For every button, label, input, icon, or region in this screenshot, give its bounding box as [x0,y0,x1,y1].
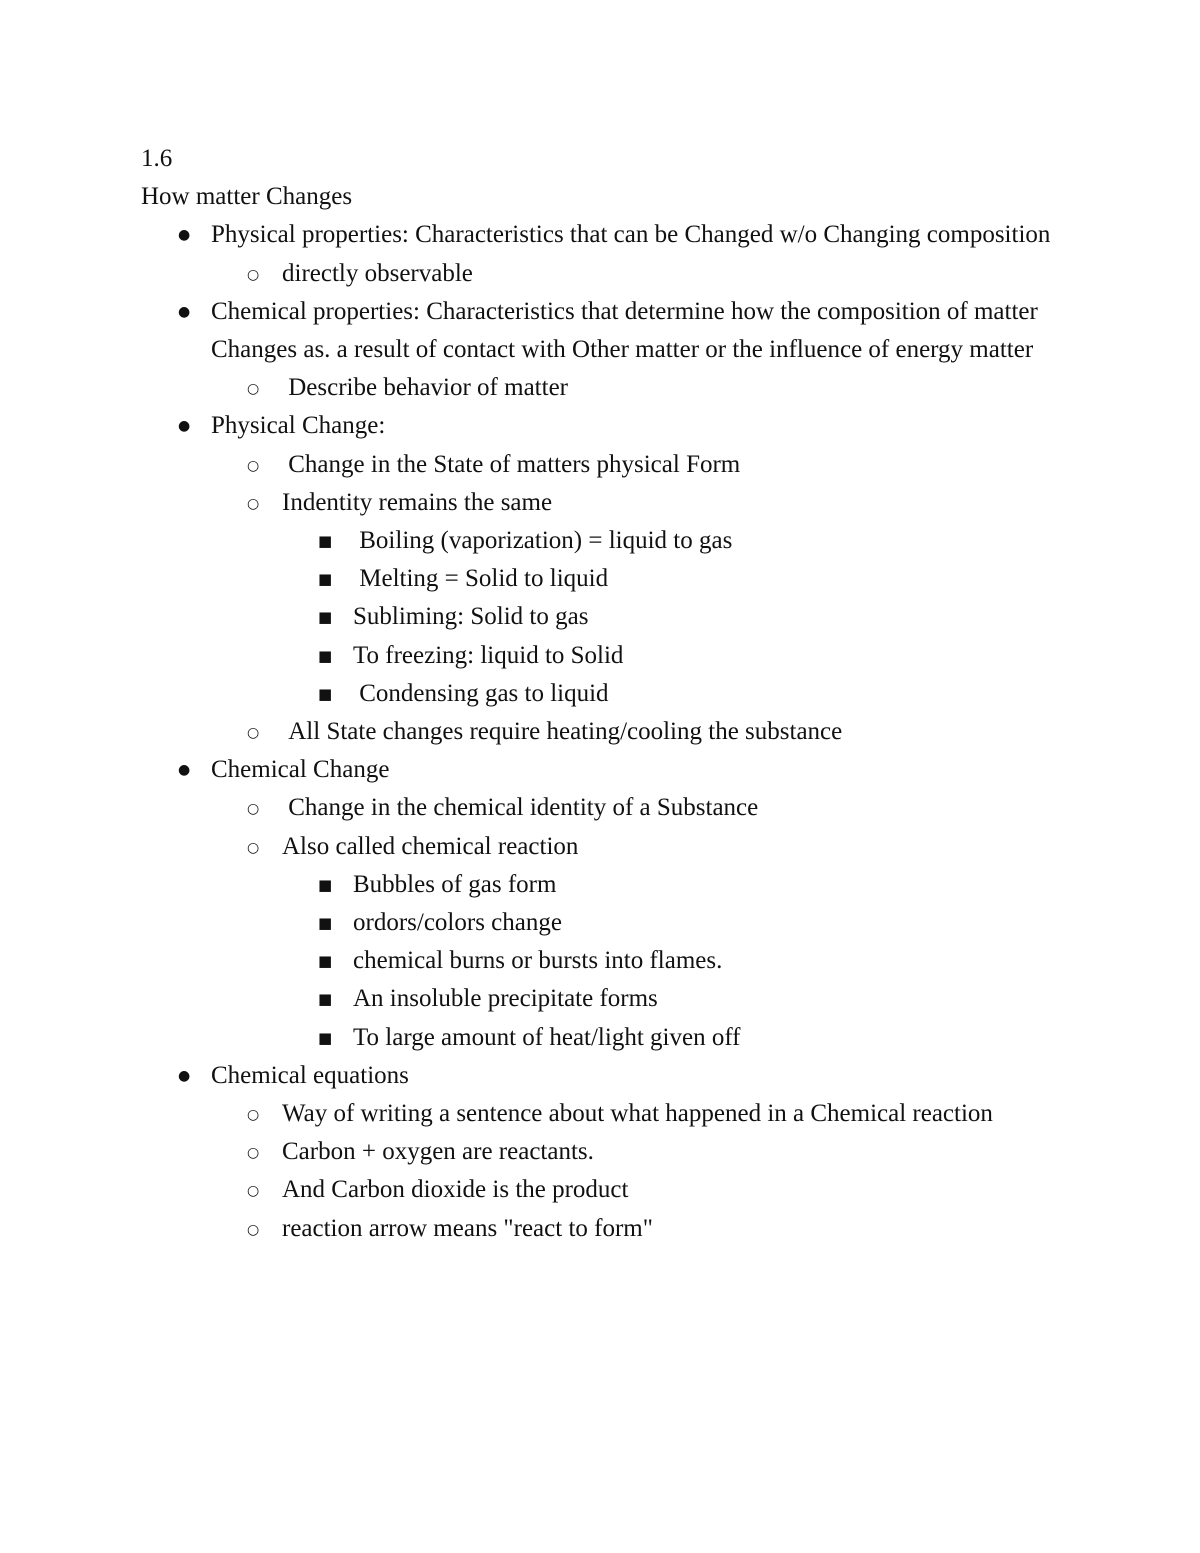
bullet-icon: ■ [318,1028,333,1047]
bullet-icon: ■ [318,952,333,971]
list-item-text: And Carbon dioxide is the product [282,1176,629,1204]
bullet-icon: ■ [318,684,333,703]
list-item-level-3 [141,522,1081,560]
bullet-icon: ○ [247,1221,260,1238]
bullet-icon: ■ [318,875,333,894]
nested-list-level-3 [282,522,1081,713]
bullet-icon: ● [178,762,191,779]
bullet-icon: ○ [247,457,260,474]
bullet-icon: ■ [318,532,333,551]
list-item-text: Subliming: Solid to gas [353,603,589,631]
list-item-level-2 [141,369,1081,407]
list-item-level-2 [141,828,1081,1057]
outline-list [141,216,1081,1247]
list-item-level-3 [141,598,1081,636]
bullet-icon: ○ [247,839,260,856]
list-item-level-1 [141,1057,1081,1248]
bullet-icon: ● [178,1067,191,1084]
list-item-text: Change in the State of matters physical Form [282,450,741,478]
list-item-level-2 [141,1133,1081,1171]
list-item-level-1 [141,407,1081,751]
list-item-level-2 [141,255,1081,293]
nested-list-level-2 [211,446,1081,752]
list-item-level-3 [141,675,1081,713]
list-item-text: ordors/colors change [353,909,562,937]
list-item-text: To freezing: liquid to Solid [353,641,624,669]
list-item-text: Melting = Solid to liquid [353,565,609,593]
list-item-level-3 [141,866,1081,904]
nested-list-level-2 [211,1095,1081,1248]
bullet-icon: ■ [318,646,333,665]
document-body [141,140,1081,1248]
list-item-text: reaction arrow means "react to form" [282,1214,653,1242]
list-item-level-2 [141,713,1081,751]
list-item-level-3 [141,637,1081,675]
list-item-level-3 [141,942,1081,980]
bullet-icon: ○ [247,725,260,742]
list-item-level-3 [141,904,1081,942]
nested-list-level-2 [211,255,1081,293]
list-item-text: chemical burns or bursts into flames. [353,947,723,975]
list-item-level-1 [141,293,1081,408]
list-item-text: Change in the chemical identity of a Substance [282,794,759,822]
bullet-icon: ○ [247,381,260,398]
bullet-icon: ○ [247,1183,260,1200]
nested-list-level-2 [211,789,1081,1056]
list-item-level-2 [141,1210,1081,1248]
list-item-text: Chemical properties: Characteristics that determine how the composition of matter Changes as. a result of contact with Other matter or the influence of energy matter [211,297,1045,364]
bullet-icon: ■ [318,570,333,589]
list-item-text: All State changes require heating/cooling the substance [282,718,843,746]
list-item-text: Carbon + oxygen are reactants. [282,1138,594,1166]
nested-list-level-3 [282,866,1081,1057]
list-item-level-2 [141,789,1081,827]
document-title: How matter Changes [141,183,353,211]
list-item-level-2 [141,1095,1081,1133]
bullet-icon: ● [178,418,191,435]
bullet-icon: ■ [318,914,333,933]
bullet-icon: ○ [247,266,260,283]
list-item-text: Condensing gas to liquid [353,679,609,707]
bullet-icon: ○ [247,1145,260,1162]
bullet-icon: ○ [247,801,260,818]
list-item-text: Also called chemical reaction [282,832,579,860]
list-item-text: To large amount of heat/light given off [353,1023,741,1051]
list-item-text: Bubbles of gas form [353,870,557,898]
list-item-text: directly observable [282,259,473,287]
list-item-text: An insoluble precipitate forms [353,985,658,1013]
list-item-level-3 [141,980,1081,1018]
bullet-icon: ■ [318,608,333,627]
list-item-text: Boiling (vaporization) = liquid to gas [353,527,733,555]
list-item-level-2 [141,1171,1081,1209]
bullet-icon: ○ [247,1107,260,1124]
list-item-level-2 [141,484,1081,713]
list-item-text: Describe behavior of matter [282,374,568,402]
list-item-level-2 [141,446,1081,484]
bullet-icon: ● [178,227,191,244]
section-number: 1.6 [141,145,173,172]
list-item-level-1 [141,216,1081,292]
list-item-level-1 [141,751,1081,1057]
list-item-text: Physical properties: Characteristics that can be Changed w/o Changing composition [211,221,1051,249]
list-item-level-3 [141,1019,1081,1057]
list-item-text: Chemical Change [211,756,390,784]
list-item-text: Way of writing a sentence about what happened in a Chemical reaction [282,1100,993,1128]
list-item-text: Chemical equations [211,1061,409,1089]
bullet-icon: ■ [318,990,333,1009]
list-item-level-3 [141,560,1081,598]
bullet-icon: ● [178,303,191,320]
nested-list-level-2 [211,369,1081,407]
list-item-text: Indentity remains the same [282,488,553,516]
list-item-text: Physical Change: [211,412,386,440]
bullet-icon: ○ [247,495,260,512]
